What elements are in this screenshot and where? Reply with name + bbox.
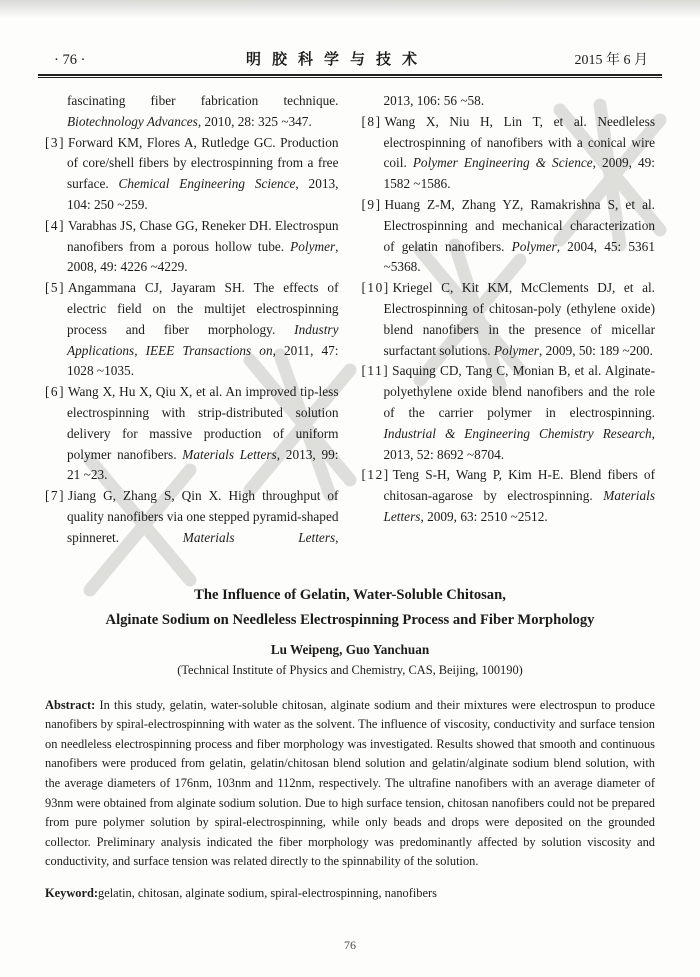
reference-text: Wang X, Hu X, Qiu X, et al. An improved tip-less electrospinning with strip-distributed solution delivery for massive production of uniform polymer nanofibers. <box>67 384 339 462</box>
header-page-marker: · 76 · <box>54 52 86 68</box>
reference-text: Huang Z-M, Zhang YZ, Ramakrishna S, et al. Electrospinning and mechanical characterization of gelatin nanofibers. <box>383 196 655 254</box>
journal-name: Polymer <box>290 238 336 254</box>
reference-number: [4] <box>45 217 66 233</box>
reference-number: [11] <box>361 363 390 379</box>
reference-entry <box>362 112 656 195</box>
reference-text: , 2010, 28: 325 ~347. <box>197 113 312 129</box>
article-title-line1: The Influence of Gelatin, Water-Soluble Chitosan, <box>194 586 506 603</box>
journal-name: Biotechnology Advances <box>67 113 198 129</box>
reference-text: Forward KM, Flores A, Rutledge GC. Production of core/shell fibers by electrospinning from a free surface. <box>67 134 339 192</box>
reference-text: , 2009, 49: 1582 ~1586. <box>383 155 655 192</box>
reference-entry <box>362 195 656 278</box>
references-column-left <box>45 91 339 549</box>
reference-continuation <box>45 91 339 133</box>
article-title-line2: Alginate Sodium on Needleless Electrospinning Process and Fiber Morphology <box>105 611 595 628</box>
journal-name: Industry Applications, IEEE Transactions on <box>67 321 339 358</box>
journal-name: Polymer Engineering & Science <box>412 155 593 171</box>
reference-number: [10] <box>361 280 390 296</box>
journal-name: Polymer <box>511 238 557 254</box>
reference-text: Wang X, Niu H, Lin T, et al. Needleless electrospinning of nanofibers with a conical wire coil. <box>383 113 655 171</box>
reference-text: , 2009, 63: 2510 ~2512. <box>420 508 548 524</box>
reference-text: Angammana CJ, Jayaram SH. The effects of electric field on the multijet electrospinning process and fiber morphology. <box>67 280 339 337</box>
reference-text: , 2008, 49: 4226 ~4229. <box>67 238 339 275</box>
reference-number: [8] <box>361 113 382 129</box>
reference-text: Saquing CD, Tang C, Monian B, et al. Alginate-polyethylene oxide blend nanofibers and the role of the carrier polymer in electrospinning. <box>383 363 655 420</box>
reference-entry <box>45 133 339 216</box>
reference-entry <box>362 361 656 465</box>
references-section <box>45 91 655 549</box>
header-double-rule <box>38 74 662 78</box>
reference-number: [7] <box>45 488 66 504</box>
english-abstract-section <box>45 583 655 901</box>
reference-number: [9] <box>361 196 382 212</box>
abstract-label: Abstract: <box>45 697 96 712</box>
page-header <box>0 0 700 69</box>
reference-text: , <box>335 529 339 545</box>
reference-text: , 2011, 47: 1028 ~1035. <box>67 342 339 379</box>
reference-entry <box>45 216 339 278</box>
page-number: 76 <box>344 938 356 952</box>
references-column-right <box>362 91 656 549</box>
journal-name: Materials Letters <box>182 529 336 545</box>
journal-name: Industrial & Engineering Chemistry Research <box>383 425 652 441</box>
reference-text: , 2009, 50: 189 ~200. <box>538 342 653 358</box>
reference-text: , 2013, 104: 250 ~259. <box>67 176 339 212</box>
page-footer <box>0 938 700 953</box>
reference-entry <box>362 278 656 361</box>
reference-entry <box>45 382 339 486</box>
reference-text: , 2013, 52: 8692 ~8704. <box>383 425 655 462</box>
reference-entry <box>45 486 339 548</box>
reference-entry <box>362 465 656 527</box>
reference-text: Teng S-H, Wang P, Kim H-E. Blend fibers of chitosan-agarose by electrospinning. <box>383 467 655 504</box>
reference-number: [6] <box>45 384 66 400</box>
reference-text: Kriegel C, Kit KM, McClements DJ, et al. Electrospinning of chitosan-poly (ethylene oxide) blend nanofibers in the presence of micellar surfactant solutions. <box>383 280 655 358</box>
article-affiliation: (Technical Institute of Physics and Chemistry, CAS, Beijing, 100190) <box>177 662 523 677</box>
reference-entry <box>45 278 339 382</box>
journal-name: Chemical Engineering Science <box>118 176 296 192</box>
journal-title: 明胶科学与技术 <box>245 52 428 68</box>
reference-text: 2013, 106: 56 ~58. <box>383 93 485 108</box>
reference-number: [3] <box>45 134 66 150</box>
reference-text: fascinating fiber fabrication technique. <box>67 93 339 108</box>
article-authors: Lu Weipeng, Guo Yanchuan <box>270 641 430 657</box>
reference-text: , 2013, 99: 21 ~23. <box>67 446 339 483</box>
keywords-text: gelatin, chitosan, alginate sodium, spiral-electrospinning, nanofibers <box>98 885 437 900</box>
reference-text: , 2004, 45: 5361 ~5368. <box>383 238 655 275</box>
article-title <box>45 583 655 633</box>
reference-text: Varabhas JS, Chase GG, Reneker DH. Electrospun nanofibers from a porous hollow tube. <box>67 217 339 254</box>
keywords-line <box>45 886 655 901</box>
reference-number: [12] <box>361 467 390 483</box>
issue-date: 2015 年 6 月 <box>574 53 648 68</box>
abstract-paragraph <box>45 696 655 872</box>
reference-number: [5] <box>45 280 66 296</box>
journal-name: Materials Letters <box>383 488 655 524</box>
reference-text: Jiang G, Zhang S, Qin X. High throughput of quality nanofibers via one stepped pyramid-shaped spinneret. <box>67 488 339 545</box>
abstract-text: In this study, gelatin, water-soluble chitosan, alginate sodium and their mixtures were electrospun to produce nanofibers by spiral-electrospinning with water as the solvent. The influence of viscosity, conductivity and surface tension on needleless electrospinning process and fiber morphology was investigated. Results showed that smooth and continuous nanofibers were produced from gelatin, gelatin/chitosan blend solution and gelatin/alginate sodium blend solution, with the average diameters of 176nm, 103nm and 112nm, respectively. The ultrafine nanofibers with an average diameter of 93nm were obtained from alginate sodium solution. Due to high surface tension, chitosan nanofibers could not be prepared from pure polymer solution by spiral-electrospinning, while only beads and drops were deposited on the grounded collector. Preliminary analysis indicated the fiber morphology was predominantly affected by solution viscosity and conductivity, and surface tension was related directly to the spinnability of the solution. <box>45 697 655 869</box>
reference-continuation <box>362 91 656 112</box>
journal-name: Materials Letters <box>182 446 277 462</box>
journal-name: Polymer <box>493 342 539 358</box>
keyword-label: Keyword: <box>45 885 98 900</box>
